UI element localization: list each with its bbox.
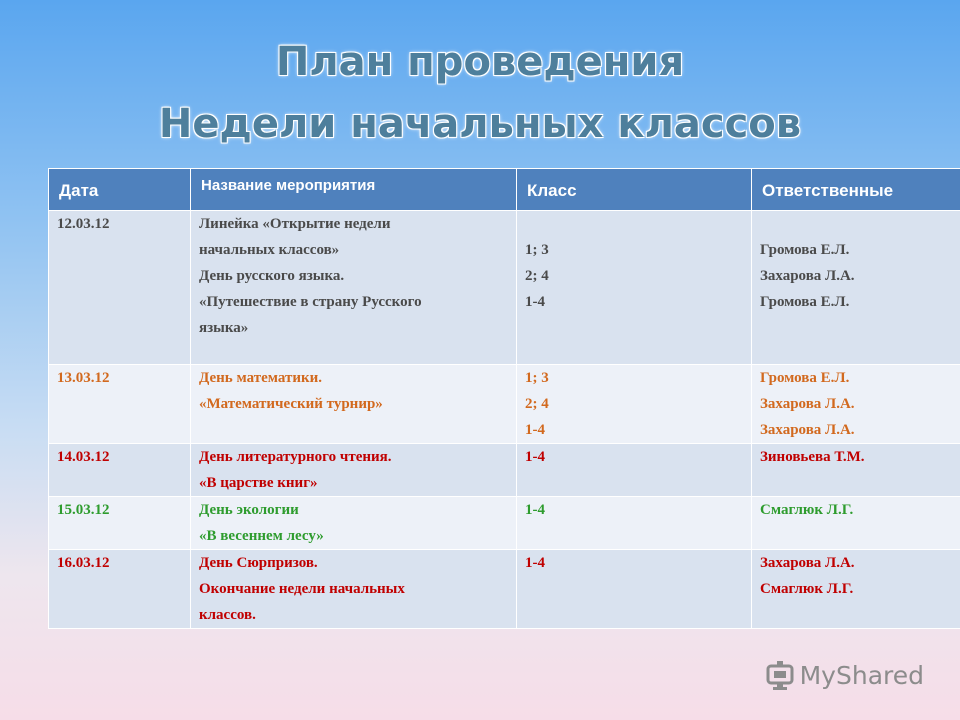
class-line: 1-4 [525,294,545,310]
slide-title-line-1: План проведения [275,39,685,85]
class-line: 1-4 [525,502,545,518]
event-name-line: День математики. [199,370,323,386]
row-class [517,365,752,444]
table-header-row [49,169,960,211]
responsible-line: Смаглюк Л.Г. [760,502,854,518]
row-class [517,497,752,550]
responsible-line: Захарова Л.А. [760,268,855,284]
responsible-line: Громова Е.Л. [760,294,850,310]
table-row [49,365,960,444]
table-row [49,550,960,629]
class-line: 1; 3 [525,242,549,258]
row-date: 12.03.12 [49,211,191,365]
responsible-line: Громова Е.Л. [760,242,850,258]
row-event-name [191,550,517,629]
row-responsible [752,444,960,497]
class-line: 2; 4 [525,396,549,412]
myshared-logo-icon [766,660,794,690]
event-name-line: «В царстве книг» [199,475,318,491]
event-name-line: «В весеннем лесу» [199,528,324,544]
table-row [49,444,960,497]
responsible-line: Захарова Л.А. [760,555,855,571]
header-responsible: Ответственные [752,169,960,211]
event-name-line: День литературного чтения. [199,449,392,465]
class-line: 1-4 [525,555,545,571]
responsible-line: Смаглюк Л.Г. [760,581,854,597]
table-row [49,497,960,550]
header-event-name: Название мероприятия [191,169,517,211]
responsible-line: Захарова Л.А. [760,396,855,412]
watermark-text: MyShared [799,660,924,690]
header-date: Дата [49,169,191,211]
header-class: Класс [517,169,752,211]
event-name-line: классов. [199,607,256,623]
row-event-name [191,497,517,550]
row-event-name [191,211,517,365]
event-name-line: Окончание недели начальных [199,581,405,597]
event-name-line: начальных классов» [199,242,340,258]
event-plan-table [48,168,960,629]
row-date: 13.03.12 [49,365,191,444]
row-date: 14.03.12 [49,444,191,497]
responsible-line: Зиновьева Т.М. [760,449,865,465]
responsible-line: Захарова Л.А. [760,422,855,438]
event-name-line: «Путешествие в страну Русского [199,294,422,310]
row-date: 16.03.12 [49,550,191,629]
class-line: 1; 3 [525,370,549,386]
event-name-line: День экологии [199,502,299,518]
event-name-line: «Математический турнир» [199,396,383,412]
row-class [517,550,752,629]
row-responsible [752,550,960,629]
class-line: 1-4 [525,422,545,438]
event-name-line: День Сюрпризов. [199,555,318,571]
class-line: 2; 4 [525,268,549,284]
event-name-line: языка» [199,320,249,336]
myshared-watermark [766,655,924,695]
event-name-line: День русского языка. [199,268,345,284]
row-class [517,444,752,497]
row-date: 15.03.12 [49,497,191,550]
responsible-line: Громова Е.Л. [760,370,850,386]
row-class [517,211,752,365]
class-line: 1-4 [525,449,545,465]
row-responsible [752,497,960,550]
row-event-name [191,444,517,497]
table-row [49,211,960,365]
event-name-line: Линейка «Открытие недели [199,216,391,232]
row-responsible [752,365,960,444]
slide-title-line-2: Недели начальных классов [158,101,802,147]
row-responsible [752,211,960,365]
row-event-name [191,365,517,444]
